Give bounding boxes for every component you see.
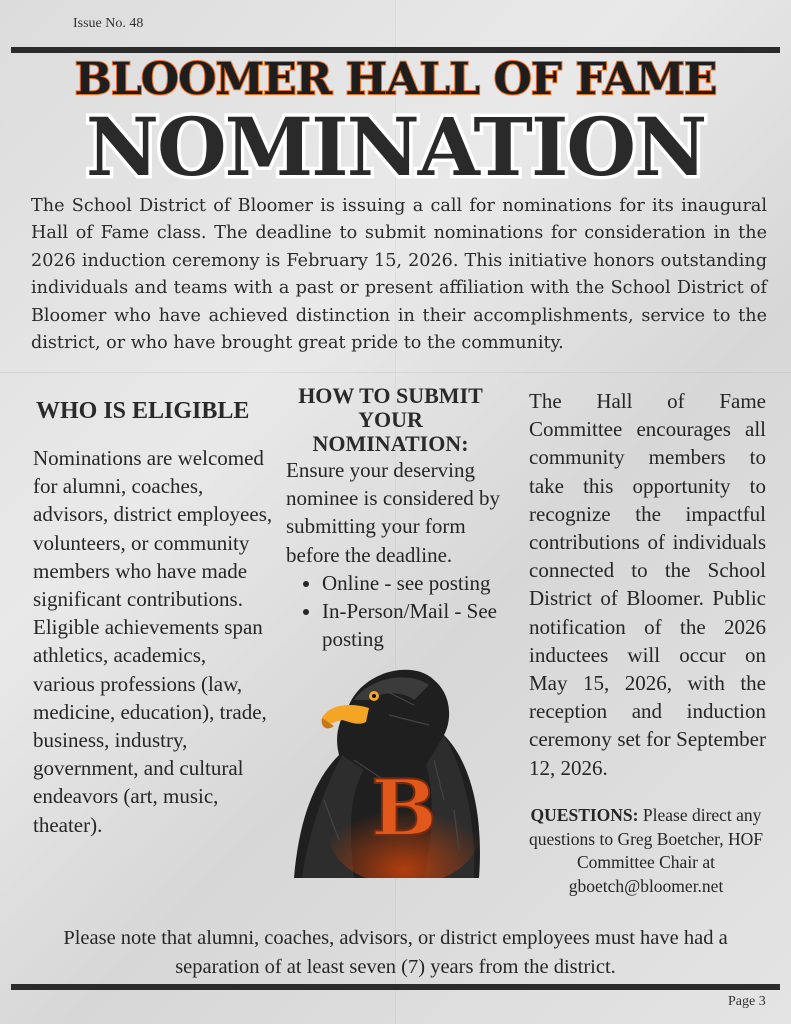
submit-body: Ensure your deserving nominee is considered by submitting your form before the deadline. bbox=[286, 458, 501, 567]
submit-option-online: • Online - see posting bbox=[322, 569, 508, 597]
submit-section bbox=[286, 456, 508, 653]
questions-block bbox=[518, 804, 774, 898]
issue-number: Issue No. 48 bbox=[73, 16, 144, 31]
top-rule bbox=[11, 47, 780, 53]
intro-paragraph: The School District of Bloomer is issuing a call for nominations for its inaugural Hall of Fame class. The deadline to submit nominations for consideration in the 2026 induction ceremony is February 15, 2026. This initiative honors outstanding individuals and teams with a past or present affiliation with the School District of Bloomer who have achieved distinction in their accomplishments, service to the district, or who have brought great pride to the community. bbox=[31, 196, 767, 354]
title-nomination: NOMINATION bbox=[85, 100, 706, 194]
mascot-letter: B bbox=[371, 763, 437, 854]
bottom-rule bbox=[11, 984, 780, 990]
eagle-mascot-icon bbox=[294, 660, 484, 878]
separation-note: Please note that alumni, coaches, advisors, or district employees must have had a separation of at least seven (7) years from the district. bbox=[63, 927, 728, 978]
page-number: Page 3 bbox=[728, 994, 766, 1009]
submit-heading: HOW TO SUBMIT YOUR NOMINATION: bbox=[298, 383, 483, 456]
questions-text: Please direct any questions to Greg Boetcher, HOF Committee Chair at gboetch@bloomer.net bbox=[528, 805, 764, 896]
questions-label: QUESTIONS: bbox=[530, 805, 639, 825]
committee-body: The Hall of Fame Committee encourages all community members to take this opportunity to recognize the impactful contributions of individuals connected to the School District of Bloomer. Public notification of the 2026 inductees will occur on May 15, 2026, with the reception and induction ceremony set for September 12, 2026. bbox=[529, 389, 766, 780]
submit-option-mail: • In-Person/Mail - See posting bbox=[322, 597, 508, 653]
submit-options bbox=[286, 569, 508, 654]
eligible-heading: WHO IS ELIGIBLE bbox=[36, 398, 250, 424]
title-hall-of-fame: BLOOMER HALL OF FAME bbox=[74, 54, 717, 105]
eligible-body: Nominations are welcomed for alumni, coaches, advisors, district employees, volunteers, or community members who have made significant contributions. Eligible achievements span athletics, academics, various professions (law, medicine, education), trade, business, industry, government, and cultural endeavors (art, music, theater). bbox=[33, 446, 273, 837]
